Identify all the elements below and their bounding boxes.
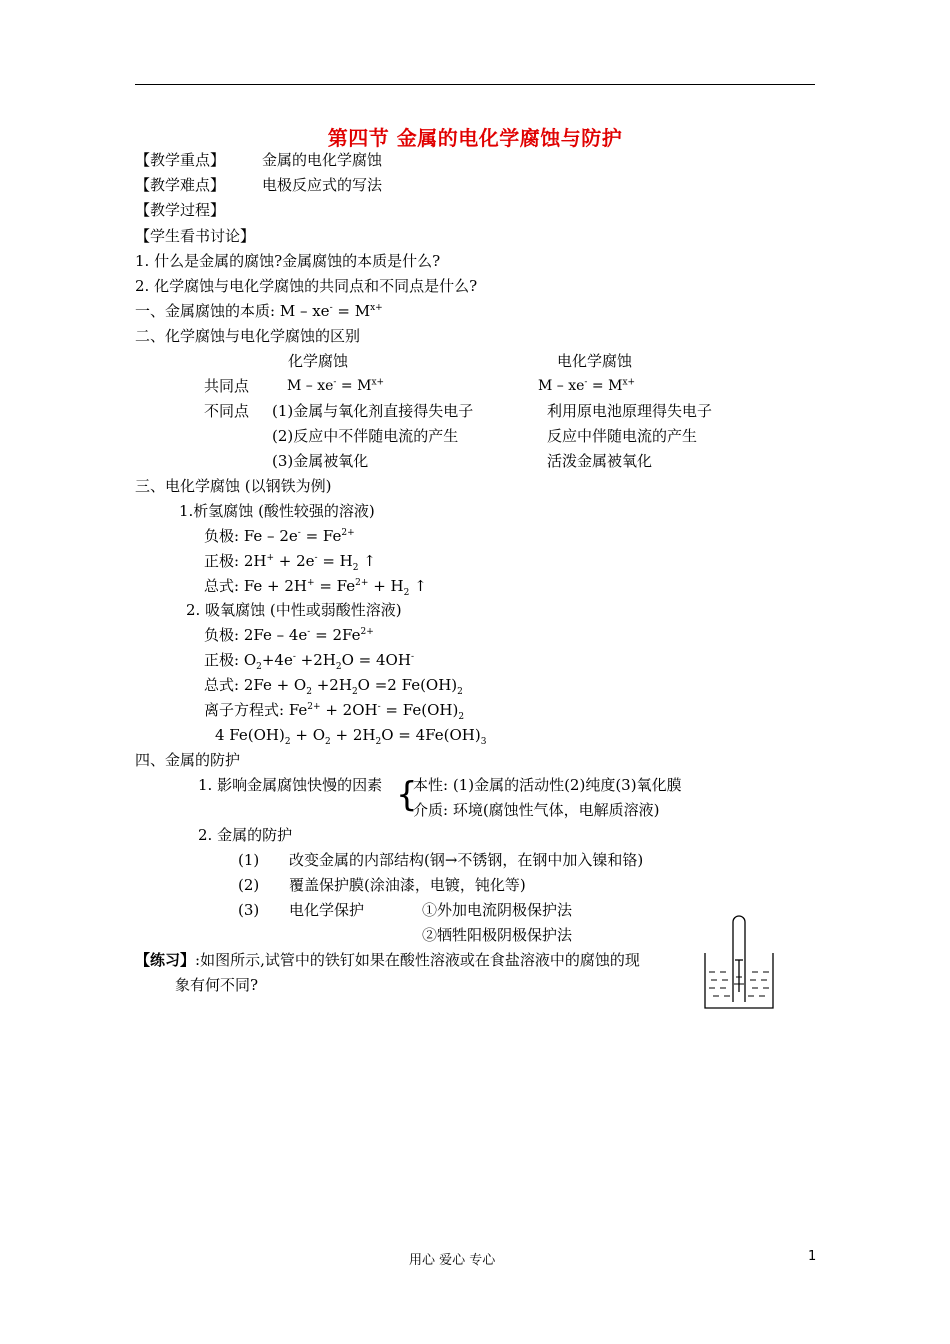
process-label: 【教学过程】 bbox=[135, 201, 226, 219]
common-chem-eq: = M bbox=[336, 378, 372, 394]
header-rule bbox=[135, 84, 815, 85]
h2-negative-text: 负极: Fe – 2e bbox=[204, 527, 298, 545]
protection-3a: ①外加电流阴极保护法 bbox=[422, 901, 573, 919]
protection-title: 2. 金属的防护 bbox=[198, 826, 293, 844]
o2-total-text: 总式: 2Fe + O bbox=[204, 676, 307, 694]
h2-positive-text: 正极: 2H bbox=[204, 552, 267, 570]
difficulty-label: 【教学难点】 bbox=[135, 176, 226, 194]
test-tube-figure bbox=[703, 906, 775, 1010]
factor-title: 1. 影响金属腐蚀快慢的因素 bbox=[198, 776, 383, 794]
focus-label: 【教学重点】 bbox=[135, 151, 226, 169]
common-label: 共同点 bbox=[204, 377, 250, 395]
factor-nature: 本性: (1)金属的活动性(2)纯度(3)氧化膜 bbox=[413, 776, 682, 794]
diff-echem-1: 利用原电池原理得失电子 bbox=[547, 402, 713, 420]
section-3: 三、电化学腐蚀 (以钢铁为例) bbox=[135, 477, 332, 495]
diff-echem-3: 活泼金属被氧化 bbox=[547, 452, 653, 470]
common-chem-text: M – xe bbox=[287, 378, 334, 394]
common-echem-text: M – xe bbox=[538, 378, 585, 394]
protection-3-num: (3) bbox=[238, 901, 260, 919]
protection-3b: ②牺牲阳极阴极保护法 bbox=[422, 926, 573, 944]
o2-positive: 正极: $O_2+4e^- +2H_2O = 4OH^-$ bbox=[204, 651, 414, 672]
section-1: 一、金属腐蚀的本质: $M - xe^- = M^{x+}$ bbox=[135, 302, 383, 320]
o2-total: 总式: $2Fe + O_2 +2H_2O =2$ $Fe(OH)_2$ bbox=[204, 676, 463, 697]
h2-positive: 正极: $2H^+ + 2e^- = H_2$ ↑ bbox=[204, 552, 376, 573]
protection-1: 改变金属的内部结构(钢→不锈钢，在钢中加入镍和铬) bbox=[289, 851, 644, 869]
h2-corrosion-title: 1.析氢腐蚀 (酸性较强的溶液) bbox=[179, 502, 375, 520]
common-echem: $M - xe^- = M^{x+}$ bbox=[538, 377, 636, 394]
diff-label: 不同点 bbox=[204, 402, 250, 420]
diff-chem-2: (2)反应中不伴随电流的产生 bbox=[272, 427, 459, 445]
question-2: 2. 化学腐蚀与电化学腐蚀的共同点和不同点是什么? bbox=[135, 277, 478, 295]
section-4: 四、金属的防护 bbox=[135, 751, 241, 769]
h2-total-text: 总式: Fe + 2H bbox=[204, 577, 308, 595]
question-1: 1. 什么是金属的腐蚀?金属腐蚀的本质是什么? bbox=[135, 252, 441, 270]
o2-negative-text: 负极: 2Fe – 4e bbox=[204, 626, 308, 644]
o2-negative: 负极: $2Fe - 4e^- = 2Fe^{2+}$ bbox=[204, 626, 374, 644]
diff-chem-1: (1)金属与氧化剂直接得失电子 bbox=[272, 402, 474, 420]
exercise-text-1: :如图所示,试管中的铁钉如果在酸性溶液或在食盐溶液中的腐蚀的现 bbox=[195, 951, 640, 969]
o2-oxidation: 4 $Fe(OH)_2 + O_2 + 2H_2O = 4Fe(OH)_3$ bbox=[215, 726, 487, 747]
protection-2-num: (2) bbox=[238, 876, 260, 894]
common-chem: $M - xe^- = M^{x+}$ bbox=[287, 377, 385, 394]
o2-ionic-text: 离子方程式: Fe bbox=[204, 701, 308, 719]
difficulty-text: 电极反应式的写法 bbox=[262, 176, 383, 194]
page-title: 第四节 金属的电化学腐蚀与防护 bbox=[327, 126, 623, 150]
exercise-line-2: 象有何不同? bbox=[175, 976, 259, 994]
h2-negative: 负极: $Fe - 2e^- = Fe^{2+}$ bbox=[204, 527, 355, 545]
footer-text: 用心 爱心 专心 bbox=[409, 1253, 496, 1268]
h2-total: 总式: $Fe + 2H^+ = Fe^{2+} + H_2$ ↑ bbox=[204, 577, 427, 598]
protection-2: 覆盖保护膜(涂油漆，电镀，钝化等) bbox=[289, 876, 526, 894]
diff-chem-3: (3)金属被氧化 bbox=[272, 452, 369, 470]
o2-positive-text: 正极: O bbox=[204, 651, 257, 669]
col-header-echem: 电化学腐蚀 bbox=[557, 352, 633, 370]
protection-3: 电化学保护 bbox=[289, 901, 365, 919]
diff-echem-2: 反应中伴随电流的产生 bbox=[547, 427, 698, 445]
section-1-text: 一、金属腐蚀的本质: M – xe bbox=[135, 302, 330, 320]
common-echem-eq: = M bbox=[587, 378, 623, 394]
factor-medium: 介质: 环境(腐蚀性气体，电解质溶液) bbox=[413, 801, 660, 819]
o2-ionic: 离子方程式: $Fe^{2+} + 2OH^- = Fe(OH)_2$ bbox=[204, 701, 465, 722]
section-2: 二、化学腐蚀与电化学腐蚀的区别 bbox=[135, 327, 361, 345]
section-1-eq: = M bbox=[332, 302, 371, 320]
protection-1-num: (1) bbox=[238, 851, 260, 869]
exercise-line-1 bbox=[135, 950, 640, 970]
focus-text: 金属的电化学腐蚀 bbox=[262, 151, 383, 169]
page-number: 1 bbox=[808, 1249, 817, 1264]
brace-symbol: { bbox=[396, 775, 418, 815]
o2-corrosion-title: 2. 吸氧腐蚀 (中性或弱酸性溶液) bbox=[186, 601, 402, 619]
discussion-label: 【学生看书讨论】 bbox=[135, 227, 256, 245]
o2-oxidation-text: 4 Fe(OH) bbox=[215, 726, 285, 744]
col-header-chem: 化学腐蚀 bbox=[288, 352, 349, 370]
exercise-label: 【练习】 bbox=[135, 951, 196, 969]
